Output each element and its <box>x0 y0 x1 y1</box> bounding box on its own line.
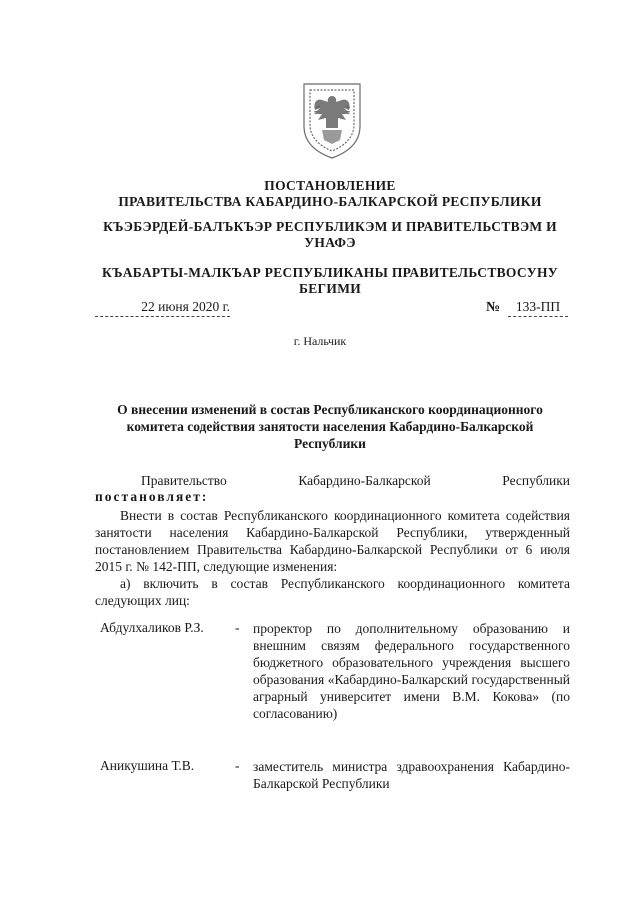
member-description: заместитель министра здравоохранения Кабардино-Балкарской Республики <box>253 759 570 791</box>
header-government-ru: ПРАВИТЕЛЬСТВА КАБАРДИНО-БАЛКАРСКОЙ РЕСПУБЛИКИ <box>118 194 542 209</box>
member-name: Аникушина Т.В. <box>100 758 195 773</box>
gov-word-2: Кабардино-Балкарской <box>298 473 431 488</box>
member-dash: - <box>235 758 240 773</box>
government-line <box>95 472 570 489</box>
header-government-balkar: КЪАБАРТЫ-МАЛКЪАР РЕСПУБЛИКАНЫ ПРАВИТЕЛЬСТВОСУНУ БЕГИМИ <box>102 265 558 296</box>
document-city: г. Нальчик <box>293 334 347 348</box>
header-government-kabardian: КЪЭБЭРДЕЙ-БАЛЪКЪЭР РЕСПУБЛИКЭМ И ПРАВИТЕЛЬСТВЭМ И УНАФЭ <box>103 219 557 250</box>
member-dash: - <box>235 620 240 635</box>
coat-of-arms-icon <box>296 78 368 160</box>
member-name: Абдулхаликов Р.З. <box>100 620 204 635</box>
resolves-word: постановляет: <box>95 489 209 504</box>
paragraph-1: Внести в состав Республиканского координационного комитета содействия занятости населения Кабардино-Балкарской Республики, утвержденный постановлением Правительства Кабардино-Балкарской Республики от 6 июля 2015 г. № 142-ПП, следующие изменения: <box>95 508 570 574</box>
gov-word-1: Правительство <box>141 473 227 488</box>
gov-word-3: Республики <box>502 473 570 488</box>
member-description: проректор по дополнительному образованию и внешним связям федерального государственного бюджетного образовательного учреждения высшего образования «Кабардино-Балкарский государственный аграрный университет имени В.М. Кокова» (по согласованию) <box>253 621 570 721</box>
header-doc-type: ПОСТАНОВЛЕНИЕ <box>264 178 396 193</box>
document-header <box>80 178 580 210</box>
document-date: 22 июня 2020 г. <box>95 299 230 317</box>
document-number: 133-ПП <box>508 299 568 317</box>
number-sign: № <box>486 300 501 315</box>
document-title: О внесении изменений в состав Республиканского координационного комитета содействия занятости населения Кабардино-Балкарской Республики <box>117 402 543 451</box>
item-a: а) включить в состав Республиканского координационного комитета следующих лиц: <box>95 576 570 608</box>
